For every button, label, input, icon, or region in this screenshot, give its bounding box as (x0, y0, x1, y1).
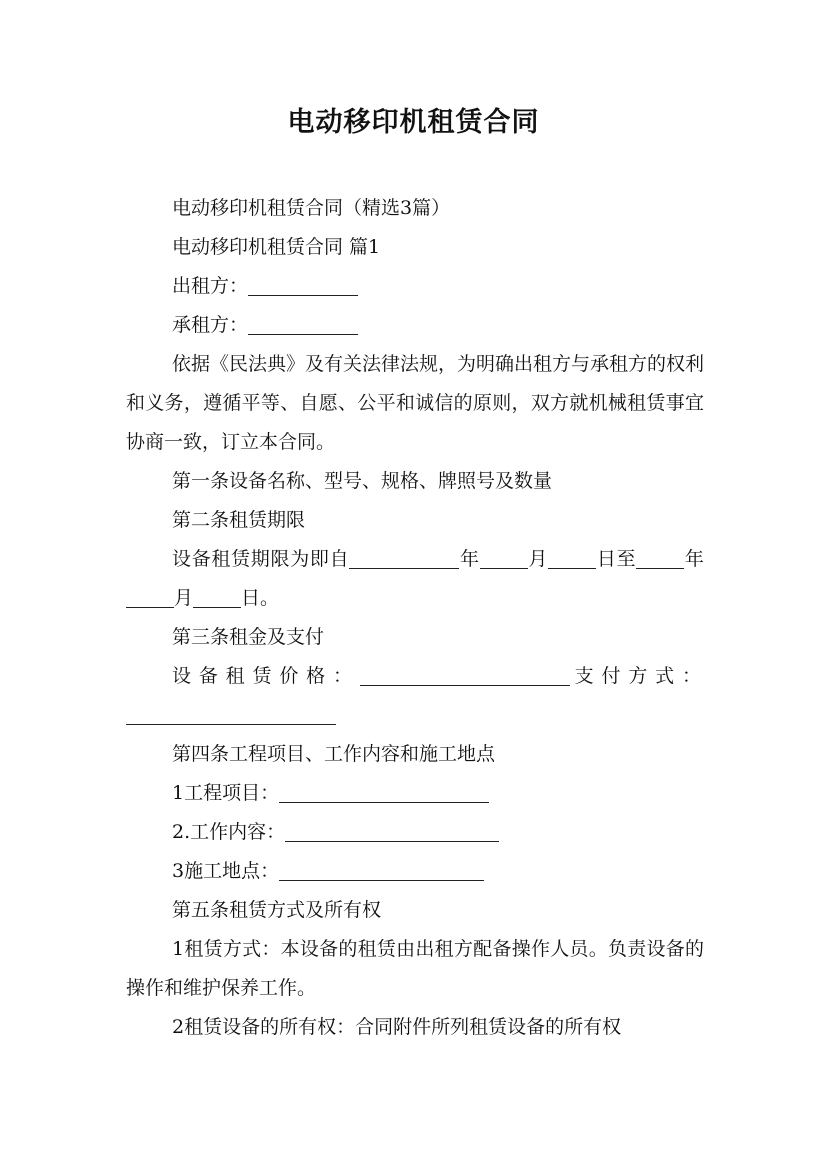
day-end-label: 日。 (241, 587, 280, 609)
project-blank (279, 780, 489, 803)
document-title: 电动移印机租赁合同 (287, 107, 540, 138)
preamble-paragraph: 依据《民法典》及有关法律法规，为明确出租方与承租方的权利和义务，遵循平等、自愿、公平和诚信的原则，双方就机械租赁事宜协商一致，订立本合同。 (126, 353, 705, 453)
price-label: 设备租赁价格： (172, 665, 360, 687)
day-to-label: 日至 (596, 548, 637, 570)
document-subtitle: 电动移印机租赁合同（精选3篇） (172, 197, 451, 219)
lessor-label: 出租方： (172, 275, 249, 297)
lessor-line (126, 267, 704, 306)
item-2-line (126, 813, 704, 852)
section-heading: 电动移印机租赁合同 篇1 (172, 236, 381, 258)
article-5-heading: 第五条租赁方式及所有权 (172, 899, 382, 921)
item-3-line (126, 852, 704, 891)
lessee-blank (248, 312, 358, 335)
year-label-2: 年 (684, 548, 704, 570)
payment-blank (126, 702, 336, 725)
lessee-label: 承租方： (172, 314, 249, 336)
price-blank (360, 663, 570, 686)
lease-start-day-blank (548, 546, 596, 569)
article-1-heading: 第一条设备名称、型号、规格、牌照号及数量 (172, 470, 553, 492)
lease-term-paragraph (126, 540, 704, 618)
lease-end-year-blank (636, 546, 684, 569)
lease-term-prefix: 设备租赁期限为即自 (172, 548, 350, 570)
month-label-2: 月 (174, 587, 194, 609)
clause-2-paragraph: 2租赁设备的所有权：合同附件所列租赁设备的所有权 (172, 1016, 622, 1038)
item-1-line (126, 774, 704, 813)
clause-1-paragraph: 1租赁方式：本设备的租赁由出租方配备操作人员。负责设备的操作和维护保养工作。 (126, 938, 704, 999)
lessor-blank (248, 273, 358, 296)
article-3-heading: 第三条租金及支付 (172, 626, 325, 648)
month-label: 月 (527, 548, 549, 570)
item-1-label: 1工程项目： (172, 782, 280, 804)
lessee-line (126, 306, 704, 345)
lease-start-month-blank (480, 546, 528, 569)
document-body (126, 189, 704, 1047)
lease-start-year-blank (349, 546, 459, 569)
item-2-label: 2.工作内容： (172, 821, 286, 843)
article-4-heading: 第四条工程项目、工作内容和施工地点 (172, 743, 496, 765)
lease-end-month-blank (126, 585, 174, 608)
lease-end-day-blank (193, 585, 241, 608)
site-blank (279, 858, 484, 881)
item-3-label: 3施工地点： (172, 860, 280, 882)
work-content-blank (285, 819, 499, 842)
article-2-heading: 第二条租赁期限 (172, 509, 306, 531)
price-paragraph (126, 657, 704, 735)
payment-label: 支付方式： (569, 665, 704, 687)
year-label: 年 (459, 548, 480, 570)
